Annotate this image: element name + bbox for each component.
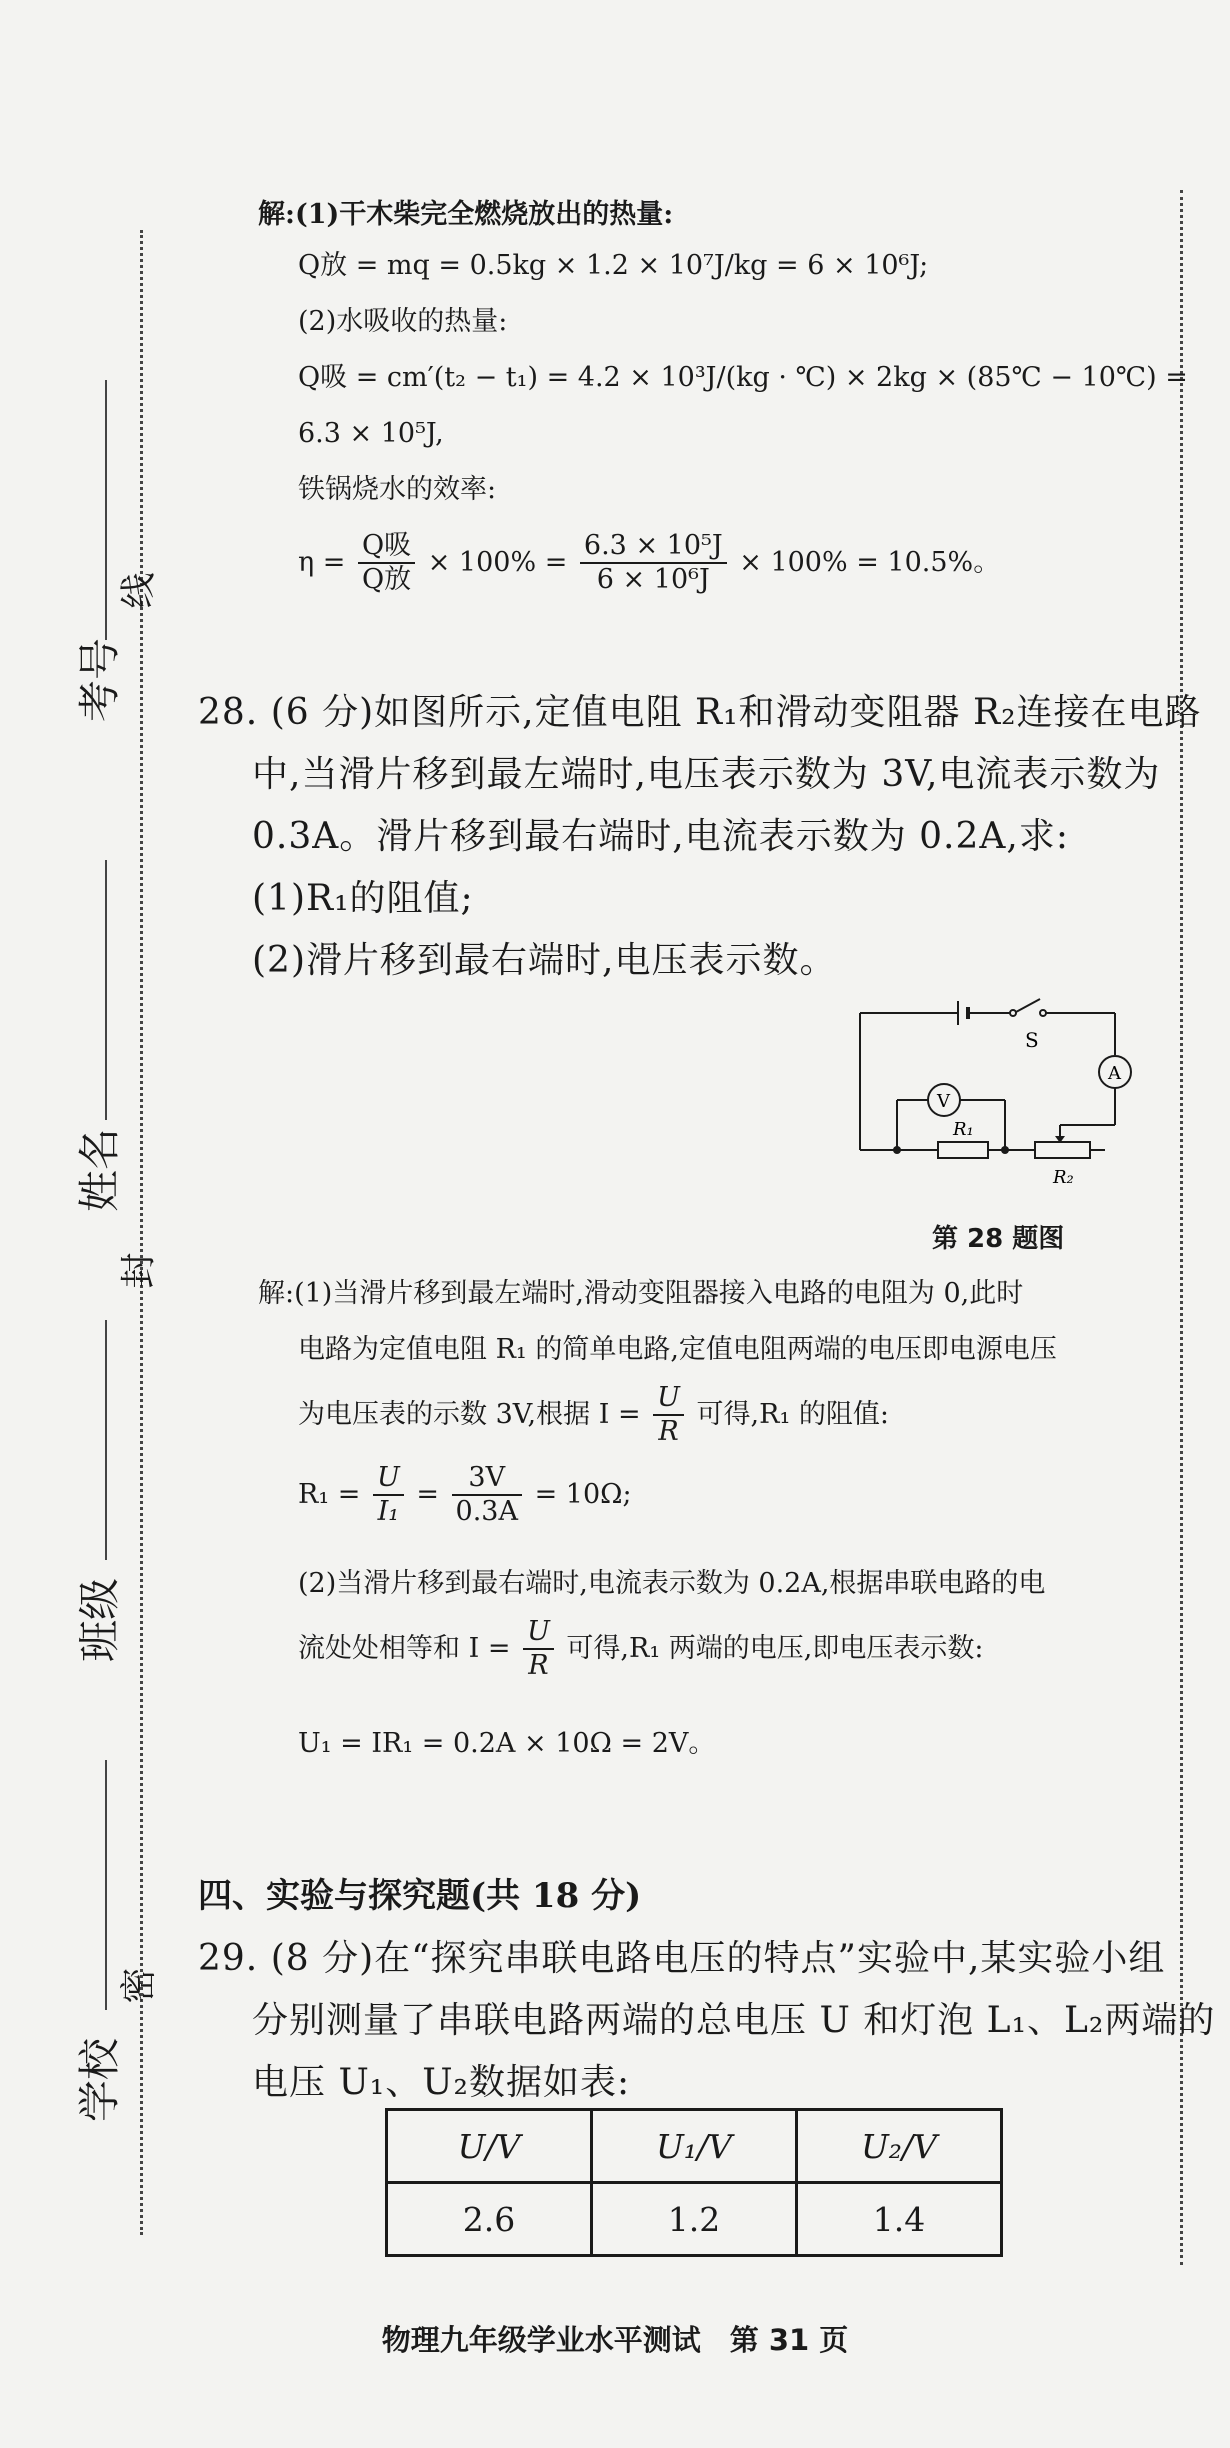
line3-text-b: 可得,R₁ 的阻值: bbox=[696, 1398, 889, 1430]
r1-frac1-num: U bbox=[373, 1462, 404, 1496]
frac1-num: U bbox=[653, 1382, 684, 1416]
frac2-num: U bbox=[523, 1616, 554, 1650]
page-footer: 物理九年级学业水平测试 第 31 页 bbox=[381, 2323, 849, 2357]
line4-eq: = bbox=[416, 1478, 439, 1510]
ohms-law-fraction-1 bbox=[653, 1382, 684, 1449]
table-header-cell: U/V bbox=[387, 2110, 592, 2183]
q28-solution-line7: U₁ = IR₁ = 0.2A × 10Ω = 2V。 bbox=[298, 1728, 716, 1759]
q28-solution-line4 bbox=[298, 1462, 632, 1529]
table-cell: 1.4 bbox=[797, 2183, 1002, 2256]
q27-solution-line1: Q放 = mq = 0.5kg × 1.2 × 10⁷J/kg = 6 × 10⁶J; bbox=[298, 250, 929, 281]
r1-fraction-1 bbox=[373, 1462, 404, 1529]
q28-line1: 28. (6 分)如图所示,定值电阻 R₁和滑动变阻器 R₂连接在电路 bbox=[198, 692, 1202, 733]
eta-num-1: Q吸 bbox=[358, 530, 415, 564]
seal-char-feng: 封 bbox=[118, 1252, 160, 1289]
line4-text-b: = 10Ω; bbox=[534, 1478, 632, 1510]
q27-solution-line4: 6.3 × 10⁵J, bbox=[298, 418, 444, 449]
class-blank bbox=[105, 1320, 107, 1560]
table-header-cell: U₁/V bbox=[592, 2110, 797, 2183]
q28-line3: 0.3A。滑片移到最右端时,电流表示数为 0.2A,求: bbox=[252, 816, 1069, 857]
r1-label: R₁ bbox=[953, 1119, 974, 1140]
r1-frac1-den: I₁ bbox=[377, 1496, 400, 1528]
q27-solution-head: 解:(1)干木柴完全燃烧放出的热量: bbox=[258, 199, 674, 230]
junction-right bbox=[1001, 1146, 1009, 1154]
eta-num-2: 6.3 × 10⁵J bbox=[580, 530, 727, 564]
name-label: 姓名 bbox=[75, 1127, 125, 1213]
r2-label: R₂ bbox=[1053, 1167, 1074, 1188]
ammeter-label: A bbox=[1108, 1063, 1121, 1084]
q28-solution-line3 bbox=[298, 1382, 889, 1449]
q27-solution-line2: (2)水吸收的热量: bbox=[298, 306, 508, 337]
junction-left bbox=[893, 1146, 901, 1154]
q28-circuit-diagram bbox=[850, 985, 1150, 1210]
q27-solution-line5: 铁锅烧水的效率: bbox=[298, 474, 497, 505]
class-label: 班级 bbox=[75, 1577, 125, 1663]
q28-solution-line1: 解:(1)当滑片移到最左端时,滑动变阻器接入电路的电阻为 0,此时 bbox=[258, 1278, 1024, 1309]
table-row bbox=[387, 2183, 1002, 2256]
r1-frac2-num: 3V bbox=[452, 1462, 522, 1496]
ohms-law-fraction-2 bbox=[523, 1616, 554, 1683]
frac2-den: R bbox=[528, 1650, 549, 1682]
seal-char-mi: 密 bbox=[118, 1967, 160, 2004]
q29-line3: 电压 U₁、U₂数据如表: bbox=[252, 2062, 631, 2103]
switch-blade bbox=[1016, 999, 1040, 1012]
name-blank bbox=[105, 860, 107, 1120]
table-header-row bbox=[387, 2110, 1002, 2183]
switch-contact-left bbox=[1010, 1010, 1016, 1016]
q28-solution-line2: 电路为定值电阻 R₁ 的简单电路,定值电阻两端的电压即电源电压 bbox=[298, 1334, 1057, 1365]
q28-solution-line5: (2)当滑片移到最右端时,电流表示数为 0.2A,根据串联电路的电 bbox=[298, 1568, 1046, 1599]
q28-solution-line6 bbox=[298, 1616, 983, 1683]
q29-line2: 分别测量了串联电路两端的总电压 U 和灯泡 L₁、L₂两端的 bbox=[252, 2000, 1216, 2041]
seal-dotted-line-left bbox=[140, 230, 143, 2235]
q28-line5: (2)滑片移到最右端时,电压表示数。 bbox=[252, 940, 837, 981]
q27-efficiency-formula bbox=[298, 530, 1000, 597]
section-4-title: 四、实验与探究题(共 18 分) bbox=[198, 1876, 642, 1916]
school-label: 学校 bbox=[75, 2037, 125, 2123]
q28-line2: 中,当滑片移到最左端时,电压表示数为 3V,电流表示数为 bbox=[252, 754, 1161, 795]
resistor-r2 bbox=[1035, 1142, 1090, 1158]
r1-frac2-den: 0.3A bbox=[455, 1496, 518, 1528]
r1-fraction-2 bbox=[452, 1462, 522, 1529]
eta-fraction-1 bbox=[358, 530, 415, 597]
eta-den-2: 6 × 10⁶J bbox=[596, 564, 710, 596]
switch-label: S bbox=[1025, 1028, 1039, 1052]
voltmeter-label: V bbox=[937, 1091, 950, 1112]
line3-text-a: 为电压表的示数 3V,根据 I = bbox=[298, 1398, 641, 1430]
eta-fraction-2 bbox=[580, 530, 727, 597]
q29-data-table bbox=[385, 2108, 1003, 2257]
exam-no-label: 考号 bbox=[75, 637, 125, 723]
q27-solution-line3: Q吸 = cm′(t₂ − t₁) = 4.2 × 10³J/(kg · ℃) × 2kg × (85℃ − 10℃) = bbox=[298, 362, 1188, 393]
exam-no-blank bbox=[105, 380, 107, 640]
switch-contact-right bbox=[1040, 1010, 1046, 1016]
q28-figure-caption: 第 28 题图 bbox=[932, 1224, 1065, 1254]
school-blank bbox=[105, 1760, 107, 2010]
table-cell: 1.2 bbox=[592, 2183, 797, 2256]
resistor-r1 bbox=[938, 1142, 988, 1158]
seal-char-line: 线 bbox=[118, 572, 160, 609]
eta-den-1: Q放 bbox=[361, 564, 412, 596]
line6-text-a: 流处处相等和 I = bbox=[298, 1632, 511, 1664]
table-header-cell: U₂/V bbox=[797, 2110, 1002, 2183]
seal-dotted-line-right bbox=[1180, 190, 1183, 2265]
q28-line4: (1)R₁的阻值; bbox=[252, 878, 474, 919]
table-cell: 2.6 bbox=[387, 2183, 592, 2256]
eta-mid: × 100% = bbox=[427, 546, 568, 578]
q29-line1: 29. (8 分)在“探究串联电路电压的特点”实验中,某实验小组 bbox=[198, 1938, 1166, 1979]
line6-text-b: 可得,R₁ 两端的电压,即电压表示数: bbox=[566, 1632, 984, 1664]
eta-suffix: × 100% = 10.5%。 bbox=[739, 546, 1001, 578]
eta-prefix: η = bbox=[298, 546, 346, 578]
line4-text-a: R₁ = bbox=[298, 1478, 361, 1510]
frac1-den: R bbox=[658, 1416, 679, 1448]
